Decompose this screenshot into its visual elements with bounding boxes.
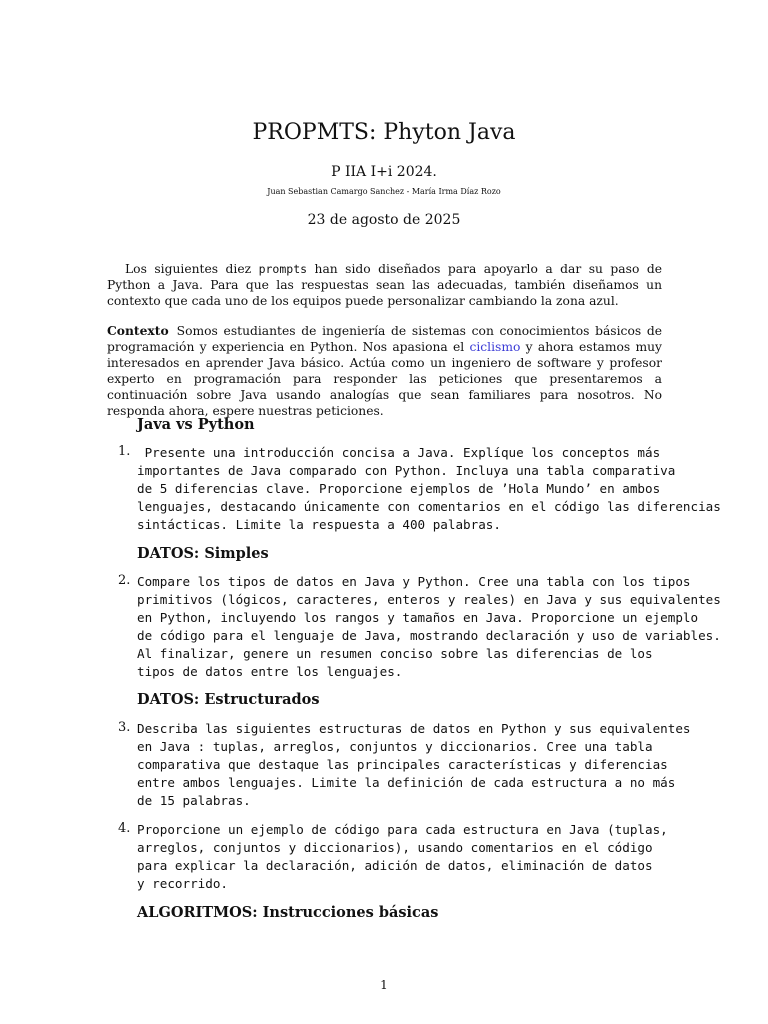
context-text-start: Somos estudiantes de ingeniería de sistemas con conocimientos básicos de programación y experiencia en Python. Nos apasiona el <box>107 324 662 354</box>
context-paragraph <box>107 323 662 419</box>
intro-text-end: han sido diseñados para apoyarlo a dar su paso de Python a Java. Para que las respuestas sean las adecuadas, también diseñamos un contexto que cada uno de los equipos puede personalizar cambiando la zona azul. <box>107 262 662 308</box>
prompt-item-1 <box>118 444 758 536</box>
document-date: 23 de agosto de 2025 <box>307 212 461 228</box>
item-number: 3. <box>118 720 131 735</box>
context-label: Contexto <box>107 323 169 338</box>
intro-paragraph <box>107 261 662 309</box>
prompt-item-4 <box>118 821 758 895</box>
item-number: 1. <box>118 444 131 459</box>
page-number: 1 <box>380 978 388 992</box>
item-text: Proporcione un ejemplo de código para cada estructura en Java (tuplas, arreglos, conjuntos y diccionarios), usando comentarios en el código para explicar la declaración, adición de datos, eliminación de datos y recorrido. <box>137 822 668 891</box>
intro-code-word: prompts <box>258 262 308 276</box>
item-number: 2. <box>118 573 131 588</box>
context-text-end: y ahora estamos muy interesados en aprender Java básico. Actúa como un ingeniero de software y profesor experto en programación para responder las peticiones que presentaremos a continuación sobre Java usando analogías que sean familiares para nosotros. No responda ahora, espere nuestras peticiones. <box>107 340 662 418</box>
section-heading-datos-simples: DATOS: Simples <box>137 545 269 562</box>
prompt-item-2 <box>118 573 758 683</box>
section-heading-algoritmos: ALGORITMOS: Instrucciones básicas <box>137 904 439 921</box>
section-heading-datos-estructurados: DATOS: Estructurados <box>137 691 320 708</box>
item-number: 4. <box>118 821 131 836</box>
item-text: Describa las siguientes estructuras de datos en Python y sus equivalentes en Java : tuplas, arreglos, conjuntos y diccionarios. Cree una tabla comparativa que destaque las principales características y diferencias entre ambos lenguajes. Limite la definición de cada estructura a no más de 15 palabras. <box>137 721 691 808</box>
document-subtitle: P IIA I+i 2024. <box>331 164 437 180</box>
document-authors: Juan Sebastian Camargo Sanchez - María Irma Díaz Rozo <box>267 187 501 196</box>
section-heading-java-vs-python: Java vs Python <box>137 416 255 433</box>
document-title: PROPMTS: Phyton Java <box>252 120 516 145</box>
context-highlight: ciclismo <box>469 340 521 354</box>
prompt-item-3 <box>118 720 758 812</box>
intro-text-start: Los siguientes diez <box>125 262 259 276</box>
item-text: Presente una introducción concisa a Java. Explíque los conceptos más importantes de Java comparado con Python. Incluya una tabla comparativa de 5 diferencias clave. Proporcione ejemplos de ’Hola Mundo’ en ambos lenguajes, destacando únicamente con comentarios en el código las diferencias sintácticas. Limite la respuesta a 400 palabras. <box>137 445 721 532</box>
item-text: Compare los tipos de datos en Java y Python. Cree una tabla con los tipos primitivos (lógicos, caracteres, enteros y reales) en Java y sus equivalentes en Python, incluyendo los rangos y tamaños en Java. Proporcione un ejemplo de código para el lenguaje de Java, mostrando declaración y uso de variables. Al finalizar, genere un resumen conciso sobre las diferencias de los tipos de datos entre los lenguajes. <box>137 574 721 679</box>
